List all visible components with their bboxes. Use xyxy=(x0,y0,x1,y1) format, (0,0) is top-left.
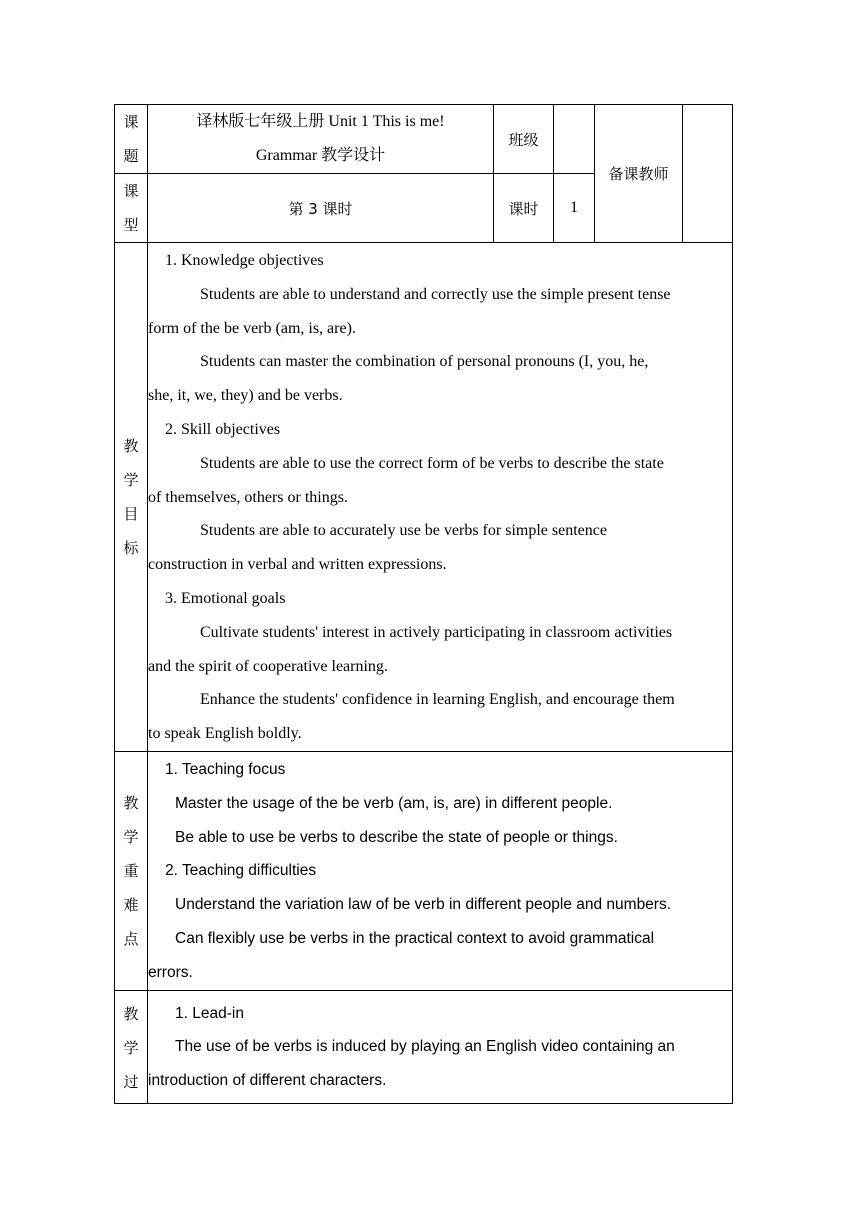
objective-text: Students are able to use the correct form of be verbs to describe the state xyxy=(200,454,664,472)
type-value: 第 3 课时 xyxy=(148,174,494,243)
topic-line-1: 译林版七年级上册 Unit 1 This is me! xyxy=(196,113,445,130)
objectives-content xyxy=(148,243,733,752)
key-point-text: Master the usage of the be verb (am, is, are) in different people. xyxy=(175,794,613,812)
objective-heading-skill: 2. Skill objectives xyxy=(165,420,281,438)
hours-label: 课时 xyxy=(494,174,554,243)
objective-text: Students are able to accurately use be verbs for simple sentence xyxy=(200,522,607,540)
class-value xyxy=(554,105,595,174)
process-heading-lead-in: 1. Lead-in xyxy=(175,1004,244,1022)
type-label: 课 型 xyxy=(115,174,148,243)
lesson-plan-table xyxy=(114,104,733,1104)
topic-title xyxy=(148,105,494,174)
objective-text: construction in verbal and written expressions. xyxy=(148,556,447,574)
objective-text: Students are able to understand and correctly use the simple present tense xyxy=(200,285,671,303)
objective-text: to speak English boldly. xyxy=(148,725,302,743)
objective-text: of themselves, others or things. xyxy=(148,488,348,506)
topic-row xyxy=(115,105,733,174)
objectives-row xyxy=(115,243,733,752)
key-point-text: Understand the variation law of be verb in different people and numbers. xyxy=(175,896,672,914)
topic-label: 课 题 xyxy=(115,105,148,174)
objective-heading-emotional: 3. Emotional goals xyxy=(165,589,286,607)
objectives-label: 教 学 目 标 xyxy=(115,243,148,752)
objective-text: she, it, we, they) and be verbs. xyxy=(148,387,343,405)
objective-text: and the spirit of cooperative learning. xyxy=(148,657,388,675)
key-point-text: errors. xyxy=(148,963,193,981)
key-points-row xyxy=(115,751,733,990)
objective-heading-knowledge: 1. Knowledge objectives xyxy=(165,252,324,269)
hours-value: 1 xyxy=(554,174,595,243)
objective-text: Cultivate students' interest in actively participating in classroom activities xyxy=(200,623,673,641)
class-label: 班级 xyxy=(494,105,554,174)
process-label: 教 学 过 xyxy=(115,990,148,1103)
key-point-text: Can flexibly use be verbs in the practical context to avoid grammatical xyxy=(175,929,655,947)
process-text: The use of be verbs is induced by playing an English video containing an xyxy=(175,1038,675,1056)
key-points-label: 教 学 重 难 点 xyxy=(115,751,148,990)
process-text: introduction of different characters. xyxy=(148,1072,387,1090)
objective-text: form of the be verb (am, is, are). xyxy=(148,319,356,337)
process-row xyxy=(115,990,733,1103)
process-content xyxy=(148,990,733,1103)
key-points-heading-difficulties: 2. Teaching difficulties xyxy=(165,862,317,880)
teacher-value xyxy=(683,105,733,243)
objective-text: Students can master the combination of personal pronouns (I, you, he, xyxy=(200,353,649,371)
objective-text: Enhance the students' confidence in learning English, and encourage them xyxy=(200,691,675,709)
topic-line-2: Grammar 教学设计 xyxy=(255,147,386,164)
key-points-content xyxy=(148,751,733,990)
key-point-text: Be able to use be verbs to describe the state of people or things. xyxy=(175,828,618,846)
key-points-heading-focus: 1. Teaching focus xyxy=(165,760,286,778)
teacher-label: 备课教师 xyxy=(595,105,683,243)
